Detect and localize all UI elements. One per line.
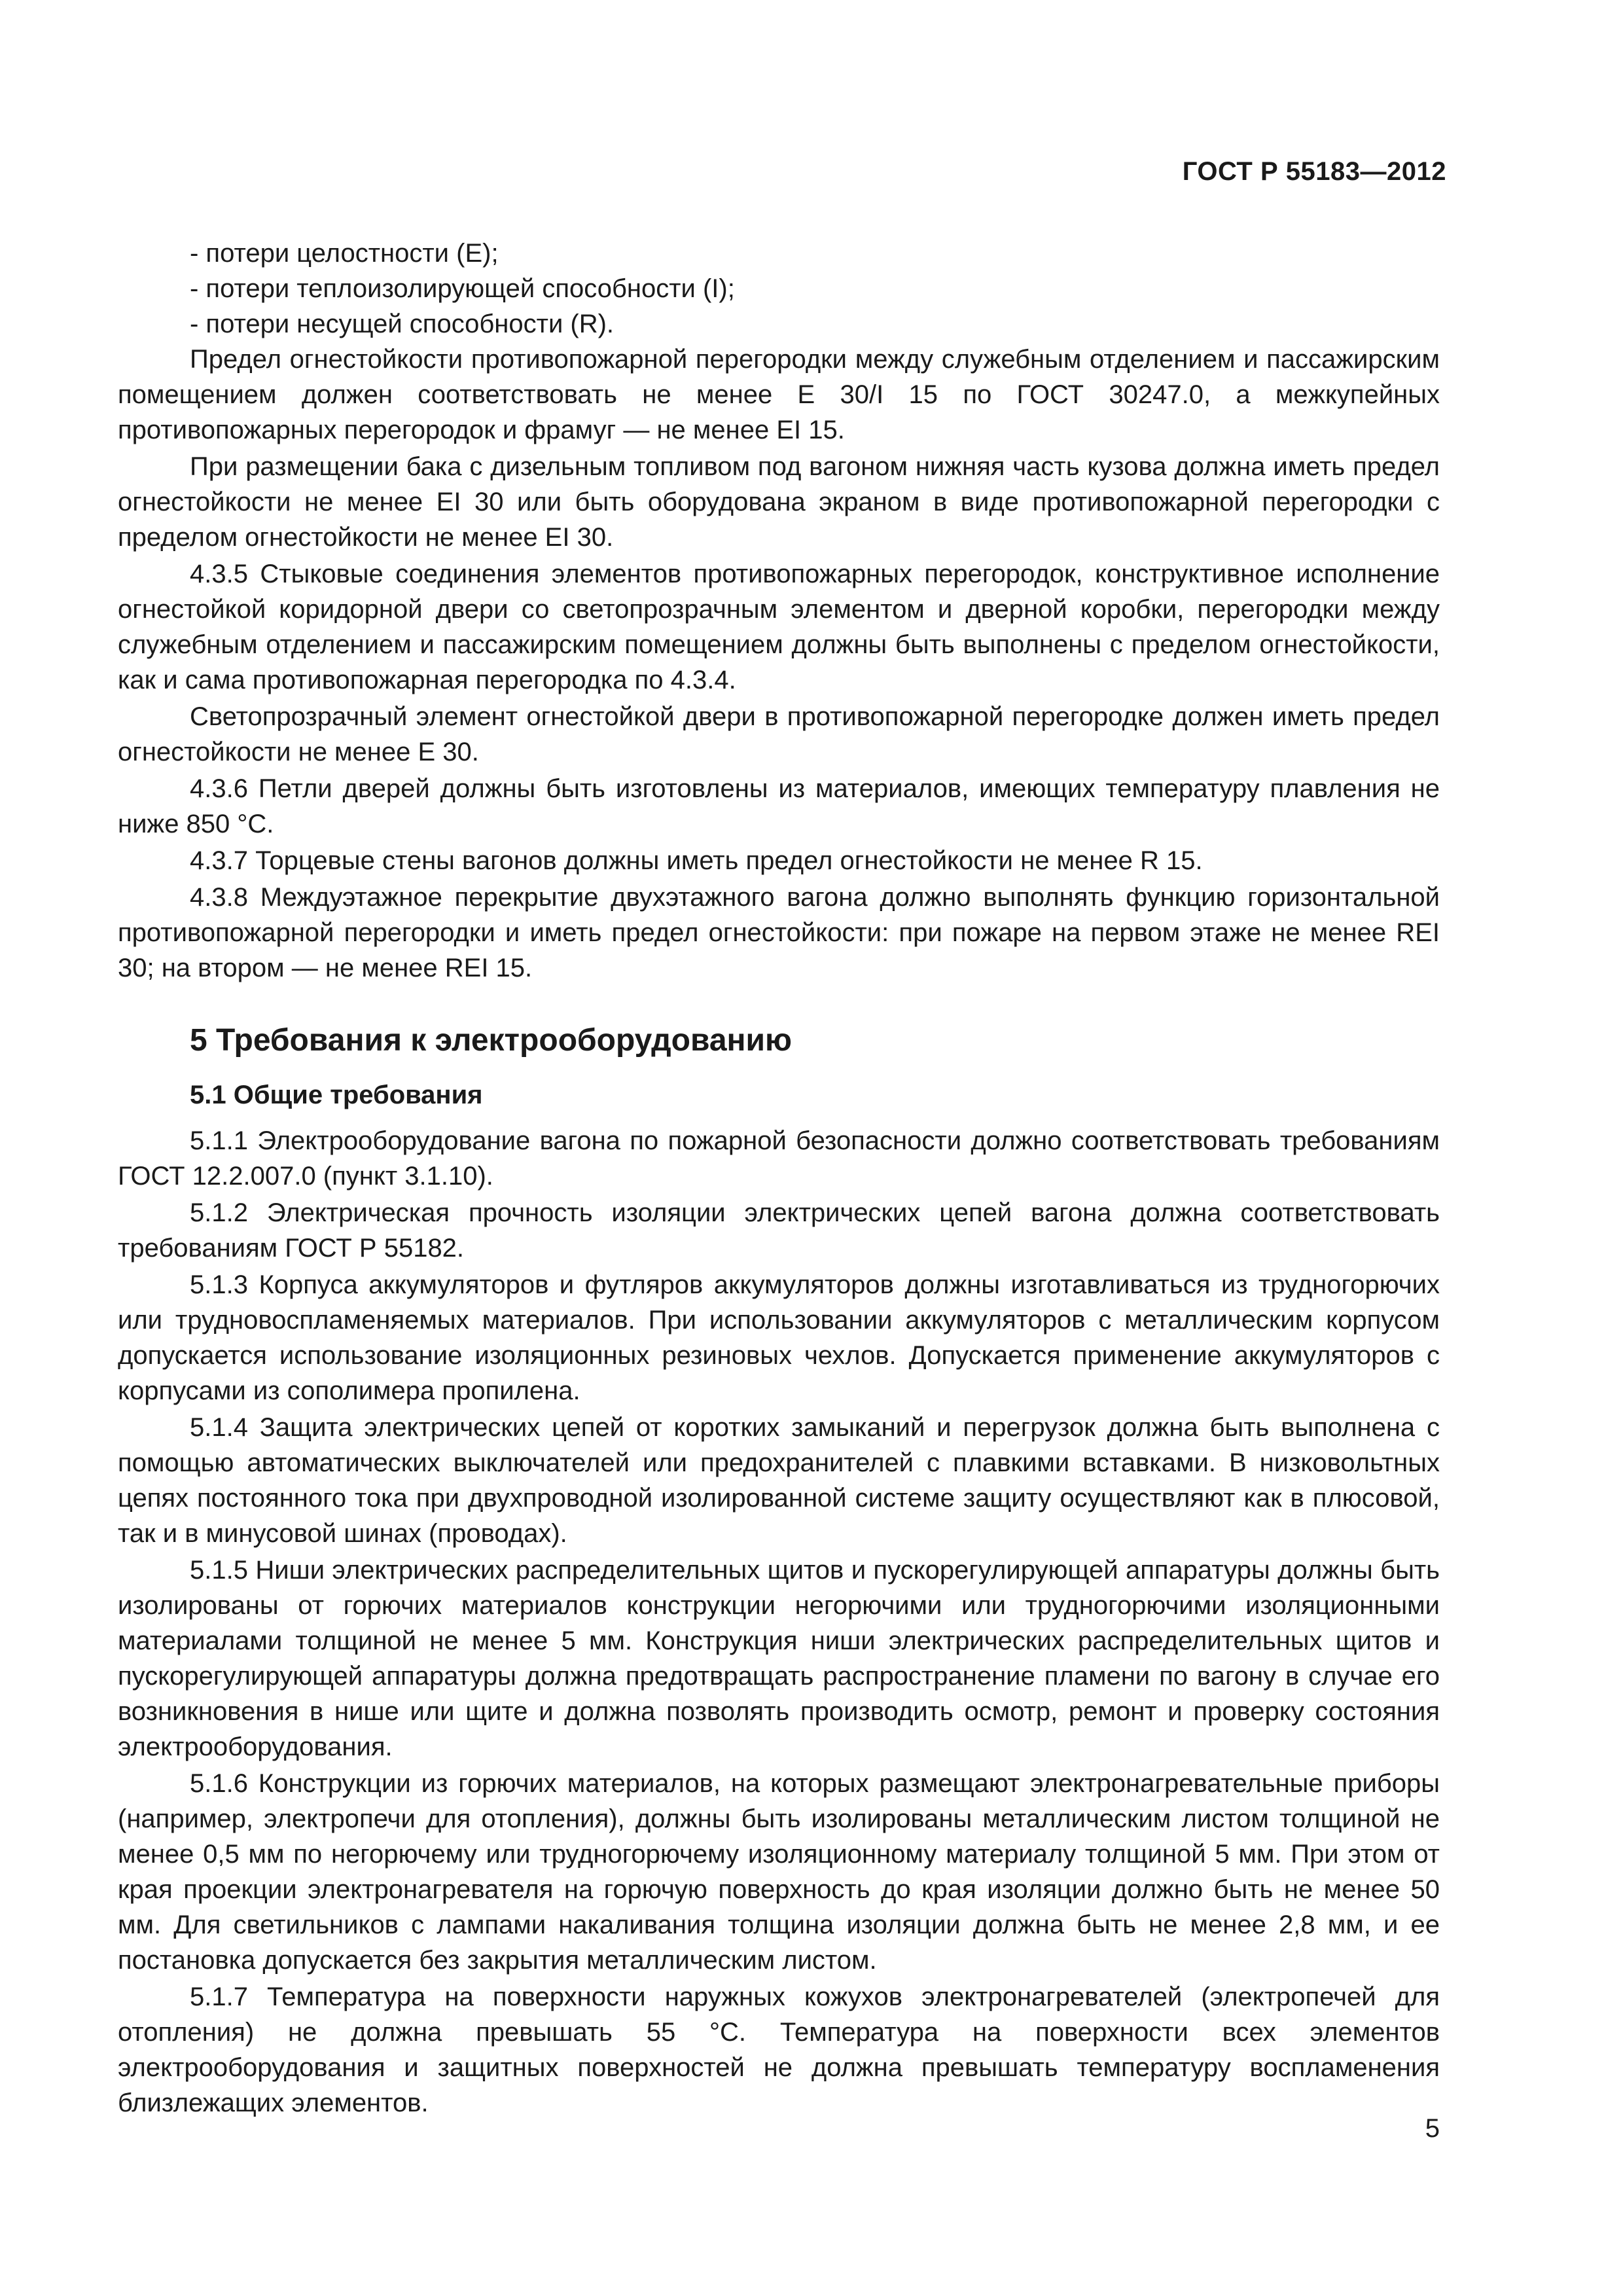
subsection-title: 5.1 Общие требования <box>190 1081 483 1109</box>
document-body <box>118 236 1440 2122</box>
paragraph: 5.1.6 Конструкции из горючих материалов, на которых размещают электронагревательные приборы (например, электропечи для отопления), должны быть изолированы металлическим листом толщиной не менее 0,5 мм по негорючему или трудногорючему изоляционному материалу толщиной 5 мм. При этом от края проекции электронагревателя на горючую поверхность до края изоляции должно быть не менее 50 мм. Для светильников с лампами накаливания толщина изоляции должна быть не менее 2,8 мм, и ее постановка допускается без закрытия металлическим листом. <box>118 1769 1440 1975</box>
paragraph: Предел огнестойкости противопожарной перегородки между служебным отделением и пассажирским помещением должен соответствовать не менее Е 30/I 15 по ГОСТ 30247.0, а межкупейных противопожарных перегородок и фрамуг — не менее EI 15. <box>118 345 1440 444</box>
list-item: - потери целостности (Е); <box>190 239 499 268</box>
page-number: 5 <box>1425 2114 1440 2143</box>
paragraph: 5.1.2 Электрическая прочность изоляции электрических цепей вагона должна соответствовать требованиям ГОСТ Р 55182. <box>118 1198 1440 1263</box>
paragraph: 5.1.4 Защита электрических цепей от коротких замыканий и перегрузок должна быть выполнена с помощью автоматических выключателей или предохранителей с плавкими вставками. В низковольтных цепях постоянного тока при двухпроводной изолированной системе защиту осуществляют как в плюсовой, так и в минусовой шинах (проводах). <box>118 1413 1440 1548</box>
list-item: - потери теплоизолирующей способности (I); <box>190 274 735 303</box>
list-item: - потери несущей способности (R). <box>190 310 615 338</box>
paragraph: 5.1.3 Корпуса аккумуляторов и футляров аккумуляторов должны изготавливаться из трудногорючих или трудновоспламеняемых материалов. При использовании аккумуляторов с металлическим корпусом допускается использование изоляционных резиновых чехлов. Допускается применение аккумуляторов с корпусами из сополимера пропилена. <box>118 1270 1440 1405</box>
paragraph: 4.3.6 Петли дверей должны быть изготовлены из материалов, имеющих температуру плавления не ниже 850 °С. <box>118 774 1440 838</box>
paragraph: При размещении бака с дизельным топливом под вагоном нижняя часть кузова должна иметь предел огнестойкости не менее EI 30 или быть оборудована экраном в виде противопожарной перегородки с пределом огнестойкости не менее EI 30. <box>118 452 1440 552</box>
paragraph: 4.3.8 Междуэтажное перекрытие двухэтажного вагона должно выполнять функцию горизонтальной противопожарной перегородки и иметь предел огнестойкости: при пожаре на первом этаже не менее REI 30; на втором — не менее REI 15. <box>118 883 1440 982</box>
paragraph: 4.3.5 Стыковые соединения элементов противопожарных перегородок, конструктивное исполнение огнестойкой коридорной двери со светопрозрачным элементом и дверной коробки, перегородки между служебным отделением и пассажирским помещением должны быть выполнены с пределом огнестойкости, как и сама противопожарная перегородка по 4.3.4. <box>118 560 1440 694</box>
paragraph: Светопрозрачный элемент огнестойкой двери в противопожарной перегородке должен иметь предел огнестойкости не менее Е 30. <box>118 702 1440 766</box>
paragraph: 4.3.7 Торцевые стены вагонов должны иметь предел огнестойкости не менее R 15. <box>190 846 1203 875</box>
document-header: ГОСТ Р 55183—2012 <box>1182 157 1446 186</box>
paragraph: 5.1.5 Ниши электрических распределительных щитов и пускорегулирующей аппаратуры должны быть изолированы от горючих материалов конструкции негорючими или трудногорючими изоляционными материалами толщиной не менее 5 мм. Конструкция ниши электрических распределительных щитов и пускорегулирующей аппаратуры должна предотвращать распространение пламени по вагону в случае его возникновения в нише или щите и должна позволять производить осмотр, ремонт и проверку состояния электрооборудования. <box>118 1556 1440 1761</box>
section-title: 5 Требования к электрооборудованию <box>190 1023 793 1058</box>
paragraph: 5.1.7 Температура на поверхности наружных кожухов электронагревателей (электропечей для отопления) не должна превышать 55 °С. Температура на поверхности всех элементов электрооборудования и защитных поверхностей не должна превышать температуру воспламенения близлежащих элементов. <box>118 1982 1440 2117</box>
paragraph: 5.1.1 Электрооборудование вагона по пожарной безопасности должно соответствовать требованиям ГОСТ 12.2.007.0 (пункт 3.1.10). <box>118 1126 1440 1191</box>
